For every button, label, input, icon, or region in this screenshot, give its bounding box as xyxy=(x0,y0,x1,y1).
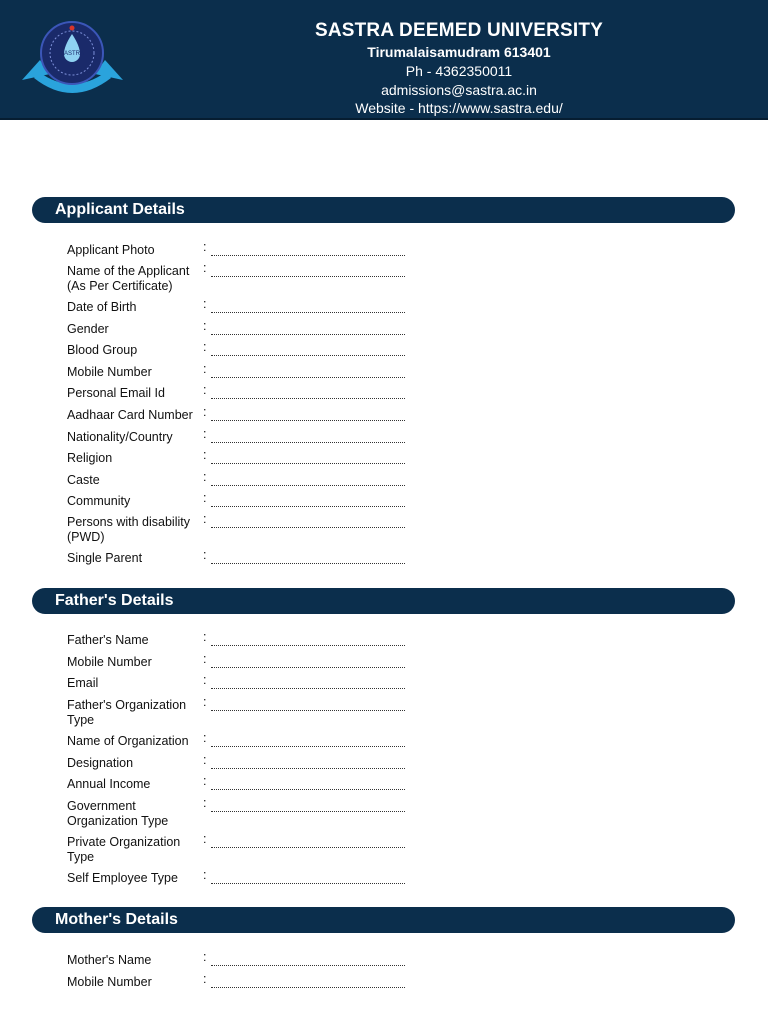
field-colon: : xyxy=(203,972,207,986)
field-colon: : xyxy=(203,448,207,462)
svg-text:SASTRA: SASTRA xyxy=(59,51,85,57)
field-label: Father's Organization Type xyxy=(67,698,187,727)
university-website: Website - https://www.sastra.edu/ xyxy=(355,100,563,116)
field-colon: : xyxy=(203,491,207,505)
field-label: Applicant Photo xyxy=(67,243,155,257)
field-colon: : xyxy=(203,673,207,687)
field-colon: : xyxy=(203,319,207,333)
field-label: Mother's Name xyxy=(67,953,152,967)
field-colon: : xyxy=(203,774,207,788)
field-colon: : xyxy=(203,240,207,254)
field-label: Religion xyxy=(67,451,113,465)
field-fill-line[interactable] xyxy=(211,377,405,378)
field-colon: : xyxy=(203,630,207,644)
field-fill-line[interactable] xyxy=(211,768,405,769)
field-label: Self Employee Type xyxy=(67,871,178,885)
field-label: Gender xyxy=(67,322,109,336)
field-colon: : xyxy=(203,297,207,311)
section-header-applicant xyxy=(32,197,735,223)
field-label: Personal Email Id xyxy=(67,386,165,400)
field-label: Nationality/Country xyxy=(67,430,173,444)
field-label: Persons with disability (PWD) xyxy=(67,515,190,544)
field-label: Name of the Applicant (As Per Certificate) xyxy=(67,264,190,293)
field-colon: : xyxy=(203,383,207,397)
letterhead xyxy=(0,0,768,120)
field-colon: : xyxy=(203,695,207,709)
field-fill-line[interactable] xyxy=(211,255,405,256)
field-fill-line[interactable] xyxy=(211,710,405,711)
field-fill-line[interactable] xyxy=(211,645,405,646)
field-fill-line[interactable] xyxy=(211,811,405,812)
field-colon: : xyxy=(203,405,207,419)
field-colon: : xyxy=(203,427,207,441)
university-email: admissions@sastra.ac.in xyxy=(381,81,537,98)
field-fill-line[interactable] xyxy=(211,355,405,356)
field-label: Annual Income xyxy=(67,777,151,791)
field-label: Mobile Number xyxy=(67,655,152,669)
field-label: Community xyxy=(67,494,131,508)
section-title: Mother's Details xyxy=(55,911,178,928)
field-fill-line[interactable] xyxy=(211,442,405,443)
field-colon: : xyxy=(203,362,207,376)
field-colon: : xyxy=(203,652,207,666)
field-fill-line[interactable] xyxy=(211,398,405,399)
field-colon: : xyxy=(203,753,207,767)
field-colon: : xyxy=(203,796,207,810)
field-fill-line[interactable] xyxy=(211,667,405,668)
field-label: Father's Name xyxy=(67,633,149,647)
field-fill-line[interactable] xyxy=(211,527,405,528)
field-label: Email xyxy=(67,676,99,690)
field-fill-line[interactable] xyxy=(211,883,405,884)
field-fill-line[interactable] xyxy=(211,506,405,507)
field-fill-line[interactable] xyxy=(211,276,405,277)
university-address: Tirumalaisamudram 613401 xyxy=(367,44,551,60)
field-label: Government Organization Type xyxy=(67,799,169,828)
field-colon: : xyxy=(203,868,207,882)
field-fill-line[interactable] xyxy=(211,987,405,988)
field-label: Caste xyxy=(67,473,100,487)
field-fill-line[interactable] xyxy=(211,965,405,966)
field-fill-line[interactable] xyxy=(211,485,405,486)
field-fill-line[interactable] xyxy=(211,847,405,848)
field-label: Private Organization Type xyxy=(67,835,181,864)
field-label: Date of Birth xyxy=(67,300,137,314)
section-title: Father's Details xyxy=(55,592,174,609)
field-fill-line[interactable] xyxy=(211,688,405,689)
field-label: Mobile Number xyxy=(67,365,152,379)
field-fill-line[interactable] xyxy=(211,563,405,564)
field-fill-line[interactable] xyxy=(211,789,405,790)
field-colon: : xyxy=(203,548,207,562)
field-colon: : xyxy=(203,512,207,526)
field-fill-line[interactable] xyxy=(211,312,405,313)
university-phone: Ph - 4362350011 xyxy=(405,63,513,79)
field-colon: : xyxy=(203,832,207,846)
field-label: Blood Group xyxy=(67,343,138,357)
university-name: SASTRA DEEMED UNIVERSITY xyxy=(314,20,604,41)
field-colon: : xyxy=(203,470,207,484)
section-title: Applicant Details xyxy=(55,201,185,218)
field-label: Single Parent xyxy=(67,551,143,565)
field-fill-line[interactable] xyxy=(211,420,405,421)
university-logo-icon xyxy=(20,20,125,98)
field-fill-line[interactable] xyxy=(211,463,405,464)
field-fill-line[interactable] xyxy=(211,746,405,747)
section-header-mother xyxy=(32,907,735,933)
letterhead-text xyxy=(300,19,618,118)
field-colon: : xyxy=(203,950,207,964)
field-label: Designation xyxy=(67,756,134,770)
field-colon: : xyxy=(203,731,207,745)
section-header-father xyxy=(32,588,735,614)
field-label: Mobile Number xyxy=(67,975,152,989)
field-fill-line[interactable] xyxy=(211,334,405,335)
field-label: Name of Organization xyxy=(67,734,189,748)
field-colon: : xyxy=(203,261,207,275)
field-label: Aadhaar Card Number xyxy=(67,408,193,422)
field-colon: : xyxy=(203,340,207,354)
